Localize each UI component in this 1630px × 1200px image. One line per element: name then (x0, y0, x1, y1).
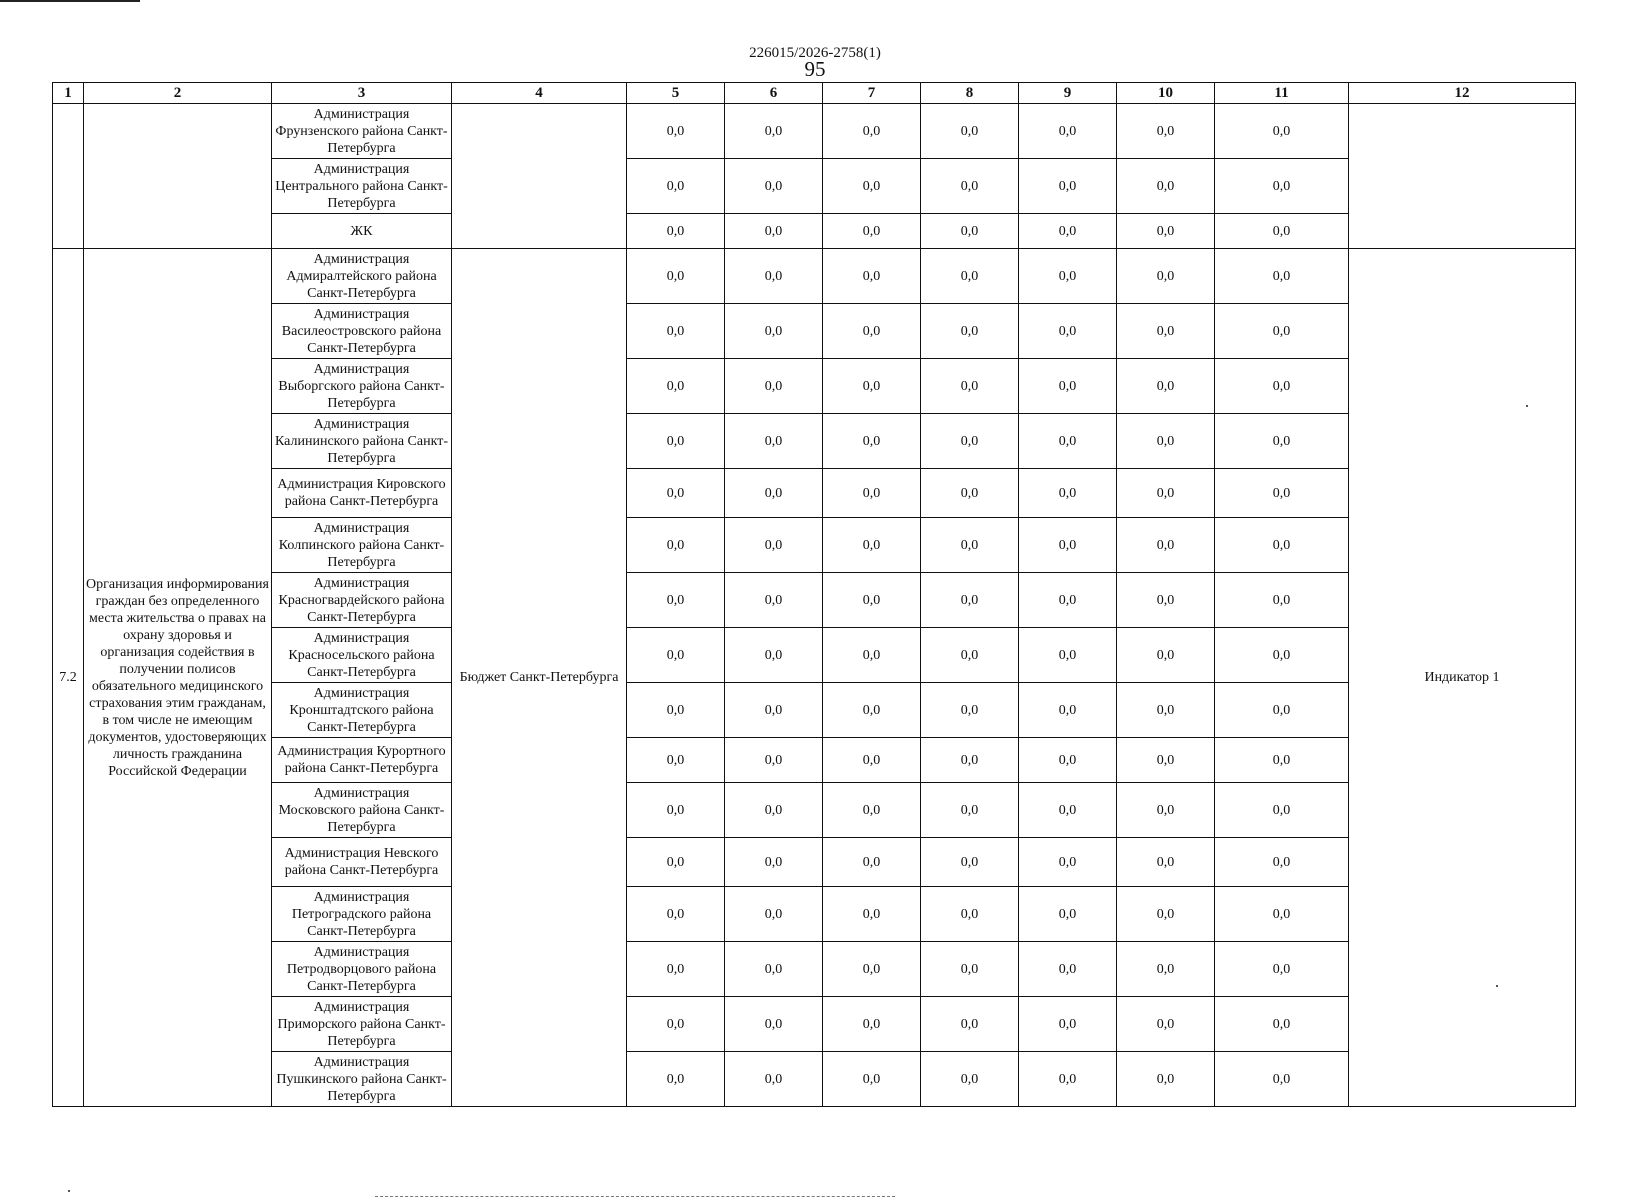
table-row (53, 304, 1576, 359)
value-cell: 0,0 (1215, 1052, 1349, 1107)
value-cell: 0,0 (1019, 573, 1117, 628)
value-cell: 0,0 (921, 783, 1019, 838)
table-row (53, 518, 1576, 573)
value-cell: 0,0 (1019, 997, 1117, 1052)
executor-cell: Администрация Московского района Санкт-Петербурга (272, 783, 452, 838)
value-cell: 0,0 (1117, 469, 1215, 518)
value-cell: 0,0 (1117, 887, 1215, 942)
value-cell: 0,0 (1215, 783, 1349, 838)
table-row (53, 997, 1576, 1052)
source-cell (452, 104, 627, 249)
value-cell: 0,0 (1215, 214, 1349, 249)
value-cell: 0,0 (725, 942, 823, 997)
table-row (53, 887, 1576, 942)
column-header: 7 (823, 83, 921, 104)
value-cell: 0,0 (823, 783, 921, 838)
executor-cell: Администрация Приморского района Санкт-Петербурга (272, 997, 452, 1052)
value-cell: 0,0 (627, 783, 725, 838)
table-row (53, 683, 1576, 738)
page-number: 95 (804, 57, 826, 81)
value-cell: 0,0 (627, 414, 725, 469)
value-cell: 0,0 (921, 104, 1019, 159)
column-header: 12 (1349, 83, 1576, 104)
executor-cell: Администрация Пушкинского района Санкт-Петербурга (272, 1052, 452, 1107)
table-row (53, 104, 1576, 159)
value-cell: 0,0 (823, 214, 921, 249)
value-cell: 0,0 (1117, 214, 1215, 249)
value-cell: 0,0 (725, 469, 823, 518)
executor-cell: Администрация Красносельского района Санкт-Петербурга (272, 628, 452, 683)
value-cell: 0,0 (1117, 628, 1215, 683)
value-cell: 0,0 (823, 997, 921, 1052)
column-header: 2 (84, 83, 272, 104)
value-cell: 0,0 (725, 838, 823, 887)
executor-cell: Администрация Кронштадтского района Санкт-Петербурга (272, 683, 452, 738)
value-cell: 0,0 (1215, 628, 1349, 683)
executor-cell: Администрация Петродворцового района Санкт-Петербурга (272, 942, 452, 997)
table-row (53, 214, 1576, 249)
value-cell: 0,0 (1215, 683, 1349, 738)
table-row (53, 359, 1576, 414)
table-row (53, 838, 1576, 887)
value-cell: 0,0 (921, 359, 1019, 414)
value-cell: 0,0 (921, 628, 1019, 683)
table-row (53, 414, 1576, 469)
value-cell: 0,0 (627, 628, 725, 683)
table-body (53, 104, 1576, 1107)
value-cell: 0,0 (725, 104, 823, 159)
task-cell (84, 104, 272, 249)
table-row (53, 249, 1576, 304)
value-cell: 0,0 (1019, 469, 1117, 518)
value-cell: 0,0 (1019, 942, 1117, 997)
executor-cell: Администрация Петроградского района Санкт-Петербурга (272, 887, 452, 942)
value-cell: 0,0 (1215, 518, 1349, 573)
value-cell: 0,0 (823, 469, 921, 518)
top-rule (0, 0, 140, 2)
value-cell: 0,0 (627, 683, 725, 738)
value-cell: 0,0 (1117, 359, 1215, 414)
value-cell: 0,0 (921, 997, 1019, 1052)
value-cell: 0,0 (1215, 359, 1349, 414)
value-cell: 0,0 (725, 628, 823, 683)
value-cell: 0,0 (1215, 104, 1349, 159)
value-cell: 0,0 (725, 304, 823, 359)
value-cell: 0,0 (1019, 518, 1117, 573)
value-cell: 0,0 (921, 683, 1019, 738)
table-row (53, 738, 1576, 783)
value-cell: 0,0 (627, 942, 725, 997)
value-cell: 0,0 (1019, 838, 1117, 887)
value-cell: 0,0 (1215, 414, 1349, 469)
table-row (53, 1052, 1576, 1107)
value-cell: 0,0 (1215, 249, 1349, 304)
value-cell: 0,0 (823, 628, 921, 683)
scan-speck (1526, 405, 1528, 407)
value-cell: 0,0 (823, 359, 921, 414)
value-cell: 0,0 (1019, 104, 1117, 159)
value-cell: 0,0 (1019, 783, 1117, 838)
column-header: 6 (725, 83, 823, 104)
value-cell: 0,0 (823, 942, 921, 997)
value-cell: 0,0 (1117, 942, 1215, 997)
executor-cell: Администрация Адмиралтейского района Санкт-Петербурга (272, 249, 452, 304)
value-cell: 0,0 (921, 573, 1019, 628)
value-cell: 0,0 (725, 573, 823, 628)
value-cell: 0,0 (1019, 628, 1117, 683)
indicator-cell: Индикатор 1 (1349, 249, 1576, 1107)
value-cell: 0,0 (627, 359, 725, 414)
value-cell: 0,0 (1019, 887, 1117, 942)
value-cell: 0,0 (823, 414, 921, 469)
source-cell: Бюджет Санкт-Петербурга (452, 249, 627, 1107)
executor-cell: Администрация Кировского района Санкт-Петербурга (272, 469, 452, 518)
value-cell: 0,0 (921, 249, 1019, 304)
value-cell: 0,0 (823, 683, 921, 738)
value-cell: 0,0 (823, 1052, 921, 1107)
column-header: 5 (627, 83, 725, 104)
value-cell: 0,0 (1215, 738, 1349, 783)
value-cell: 0,0 (627, 838, 725, 887)
executor-cell: Администрация Калининского района Санкт-Петербурга (272, 414, 452, 469)
column-header: 4 (452, 83, 627, 104)
value-cell: 0,0 (1117, 304, 1215, 359)
value-cell: 0,0 (1019, 214, 1117, 249)
value-cell: 0,0 (1215, 159, 1349, 214)
value-cell: 0,0 (823, 518, 921, 573)
column-header: 11 (1215, 83, 1349, 104)
column-header: 9 (1019, 83, 1117, 104)
executor-cell: Администрация Курортного района Санкт-Петербурга (272, 738, 452, 783)
value-cell: 0,0 (921, 887, 1019, 942)
executor-cell: Администрация Выборгского района Санкт-Петербурга (272, 359, 452, 414)
value-cell: 0,0 (627, 887, 725, 942)
value-cell: 0,0 (921, 469, 1019, 518)
budget-table (52, 82, 1576, 1107)
value-cell: 0,0 (627, 249, 725, 304)
value-cell: 0,0 (1117, 518, 1215, 573)
row-number-cell: 7.2 (53, 249, 84, 1107)
value-cell: 0,0 (921, 518, 1019, 573)
value-cell: 0,0 (921, 304, 1019, 359)
value-cell: 0,0 (1019, 359, 1117, 414)
value-cell: 0,0 (1117, 573, 1215, 628)
executor-cell: ЖК (272, 214, 452, 249)
value-cell: 0,0 (1215, 942, 1349, 997)
value-cell: 0,0 (725, 997, 823, 1052)
value-cell: 0,0 (823, 838, 921, 887)
value-cell: 0,0 (1019, 159, 1117, 214)
table-row (53, 942, 1576, 997)
value-cell: 0,0 (921, 1052, 1019, 1107)
value-cell: 0,0 (1019, 738, 1117, 783)
table-row (53, 573, 1576, 628)
value-cell: 0,0 (1117, 683, 1215, 738)
row-number-cell (53, 104, 84, 249)
value-cell: 0,0 (823, 304, 921, 359)
value-cell: 0,0 (725, 518, 823, 573)
column-number-row (53, 83, 1576, 104)
column-header: 3 (272, 83, 452, 104)
value-cell: 0,0 (921, 838, 1019, 887)
value-cell: 0,0 (1019, 249, 1117, 304)
value-cell: 0,0 (921, 942, 1019, 997)
executor-cell: Администрация Невского района Санкт-Петербурга (272, 838, 452, 887)
indicator-cell (1349, 104, 1576, 249)
value-cell: 0,0 (1215, 304, 1349, 359)
value-cell: 0,0 (627, 1052, 725, 1107)
column-header: 1 (53, 83, 84, 104)
value-cell: 0,0 (1215, 887, 1349, 942)
value-cell: 0,0 (1117, 104, 1215, 159)
value-cell: 0,0 (921, 159, 1019, 214)
value-cell: 0,0 (921, 214, 1019, 249)
value-cell: 0,0 (823, 573, 921, 628)
value-cell: 0,0 (725, 414, 823, 469)
value-cell: 0,0 (1215, 573, 1349, 628)
value-cell: 0,0 (627, 518, 725, 573)
executor-cell: Администрация Колпинского района Санкт-Петербурга (272, 518, 452, 573)
value-cell: 0,0 (823, 887, 921, 942)
value-cell: 0,0 (1215, 997, 1349, 1052)
value-cell: 0,0 (725, 1052, 823, 1107)
executor-cell: Администрация Фрунзенского района Санкт-Петербурга (272, 104, 452, 159)
value-cell: 0,0 (1117, 1052, 1215, 1107)
value-cell: 0,0 (1117, 783, 1215, 838)
value-cell: 0,0 (627, 469, 725, 518)
value-cell: 0,0 (725, 214, 823, 249)
table-row (53, 783, 1576, 838)
value-cell: 0,0 (725, 683, 823, 738)
value-cell: 0,0 (1117, 159, 1215, 214)
value-cell: 0,0 (725, 159, 823, 214)
doc-number: 226015/2026-2758(1) (749, 45, 881, 61)
value-cell: 0,0 (1117, 414, 1215, 469)
value-cell: 0,0 (725, 783, 823, 838)
value-cell: 0,0 (1117, 997, 1215, 1052)
value-cell: 0,0 (627, 738, 725, 783)
table-row (53, 159, 1576, 214)
task-cell: Организация информирования граждан без определенного места жительства о правах на охрану здоровья и организация содействия в получении полисов обязательного медицинского страхования этим гражданам, в том числе не имеющим документов, удостоверяющих личность гражданина Российской Федерации (84, 249, 272, 1107)
value-cell: 0,0 (1117, 738, 1215, 783)
executor-cell: Администрация Красногвардейского района Санкт-Петербурга (272, 573, 452, 628)
value-cell: 0,0 (725, 359, 823, 414)
value-cell: 0,0 (1215, 838, 1349, 887)
value-cell: 0,0 (1019, 683, 1117, 738)
value-cell: 0,0 (921, 414, 1019, 469)
value-cell: 0,0 (627, 104, 725, 159)
value-cell: 0,0 (1215, 469, 1349, 518)
value-cell: 0,0 (1019, 414, 1117, 469)
scan-speck (1496, 985, 1498, 987)
scan-speck (68, 1190, 70, 1192)
value-cell: 0,0 (1019, 304, 1117, 359)
value-cell: 0,0 (627, 573, 725, 628)
value-cell: 0,0 (921, 738, 1019, 783)
bottom-rule (375, 1196, 895, 1198)
value-cell: 0,0 (725, 738, 823, 783)
value-cell: 0,0 (725, 887, 823, 942)
value-cell: 0,0 (627, 214, 725, 249)
value-cell: 0,0 (1019, 1052, 1117, 1107)
value-cell: 0,0 (1117, 838, 1215, 887)
value-cell: 0,0 (627, 304, 725, 359)
value-cell: 0,0 (627, 159, 725, 214)
value-cell: 0,0 (725, 249, 823, 304)
value-cell: 0,0 (823, 249, 921, 304)
executor-cell: Администрация Василеостровского района Санкт-Петербурга (272, 304, 452, 359)
value-cell: 0,0 (627, 997, 725, 1052)
value-cell: 0,0 (823, 159, 921, 214)
column-header: 8 (921, 83, 1019, 104)
value-cell: 0,0 (1117, 249, 1215, 304)
table-row (53, 469, 1576, 518)
column-header: 10 (1117, 83, 1215, 104)
table-row (53, 628, 1576, 683)
value-cell: 0,0 (823, 738, 921, 783)
executor-cell: Администрация Центрального района Санкт-Петербурга (272, 159, 452, 214)
value-cell: 0,0 (823, 104, 921, 159)
